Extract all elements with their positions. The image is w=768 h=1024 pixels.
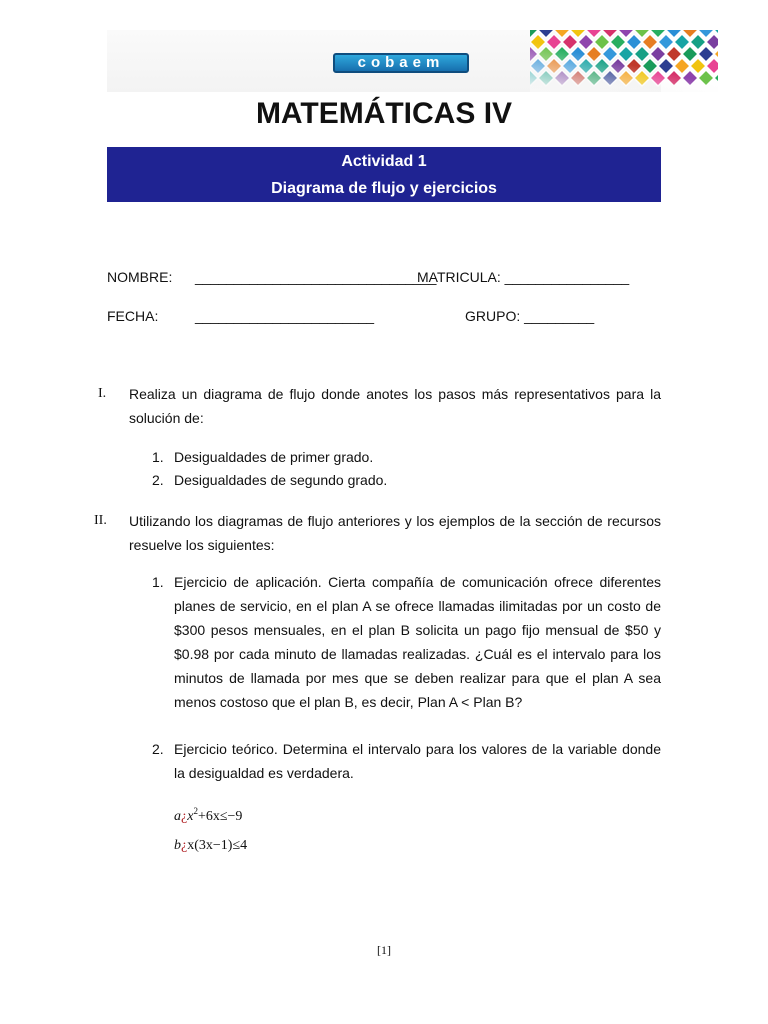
page-number: [1] xyxy=(377,943,391,957)
equation-a-mark: ¿ xyxy=(181,809,188,824)
activity-number: Actividad 1 xyxy=(341,153,427,170)
equation-b-label: b xyxy=(174,838,181,853)
equation-b xyxy=(174,836,247,856)
section1-numeral: I. xyxy=(98,386,107,401)
activity-banner xyxy=(107,147,661,202)
equation-b-mark: ¿ xyxy=(181,838,188,853)
section2-item1-text: Ejercicio de aplicación. Cierta compañía de comunicación ofrece diferentes planes de servicio, en el plan A se ofrece llamadas ilimitadas por un costo de $300 pesos mensuales, en el plan B solicita un pago fijo mensual de $50 y $0.98 por cada minuto de llamadas realizadas. ¿Cuál es el intervalo para los minutos de llamada por mes que se deben realizar para que el plan A sea menos costoso que el plan B, es decir, Plan A < Plan B? xyxy=(174,574,661,710)
mosaic-graphic xyxy=(530,30,718,92)
grupo-field[interactable]: GRUPO: _________ xyxy=(465,308,595,324)
section2-item2-num: 2. xyxy=(152,741,164,757)
section2-text: Utilizando los diagramas de flujo anteriores y los ejemplos de la sección de recursos resuelve los siguientes: xyxy=(129,513,661,553)
equation-a-rest: +6x≤−9 xyxy=(197,809,243,824)
section1-item1-num: 1. xyxy=(152,449,164,465)
mosaic-fade xyxy=(530,30,718,92)
nombre-blank[interactable]: _______________________________ xyxy=(195,269,437,285)
equation-a-x: x xyxy=(187,809,194,824)
nombre-label: NOMBRE: xyxy=(107,269,173,285)
section1-item2-num: 2. xyxy=(152,472,164,488)
section2-item1-num: 1. xyxy=(152,574,164,590)
header-mosaic xyxy=(530,30,718,92)
equation-b-expression: x(3x−1)≤4 xyxy=(187,838,248,853)
section2-numeral: II. xyxy=(94,513,107,528)
section1-text: Realiza un diagrama de flujo donde anotes los pasos más representativos para la solución de: xyxy=(129,386,661,426)
section1-item1-text: Desigualdades de primer grado. xyxy=(174,449,374,465)
matricula-field[interactable]: MATRICULA: ________________ xyxy=(417,269,630,285)
cobaem-logo: cobaem xyxy=(333,53,469,73)
page-title: MATEMÁTICAS IV xyxy=(255,97,513,130)
section1-item2-text: Desigualdades de segundo grado. xyxy=(174,472,388,488)
equation-a xyxy=(174,801,242,827)
activity-subtitle: Diagrama de flujo y ejercicios xyxy=(271,180,497,197)
equation-a-exponent: 2 xyxy=(193,806,198,816)
fecha-blank[interactable]: _______________________ xyxy=(195,308,375,324)
fecha-label: FECHA: xyxy=(107,308,159,324)
section2-item2-text: Ejercicio teórico. Determina el intervalo para los valores de la variable donde la desigualdad es verdadera. xyxy=(174,741,661,781)
equation-a-label: a xyxy=(174,809,181,824)
